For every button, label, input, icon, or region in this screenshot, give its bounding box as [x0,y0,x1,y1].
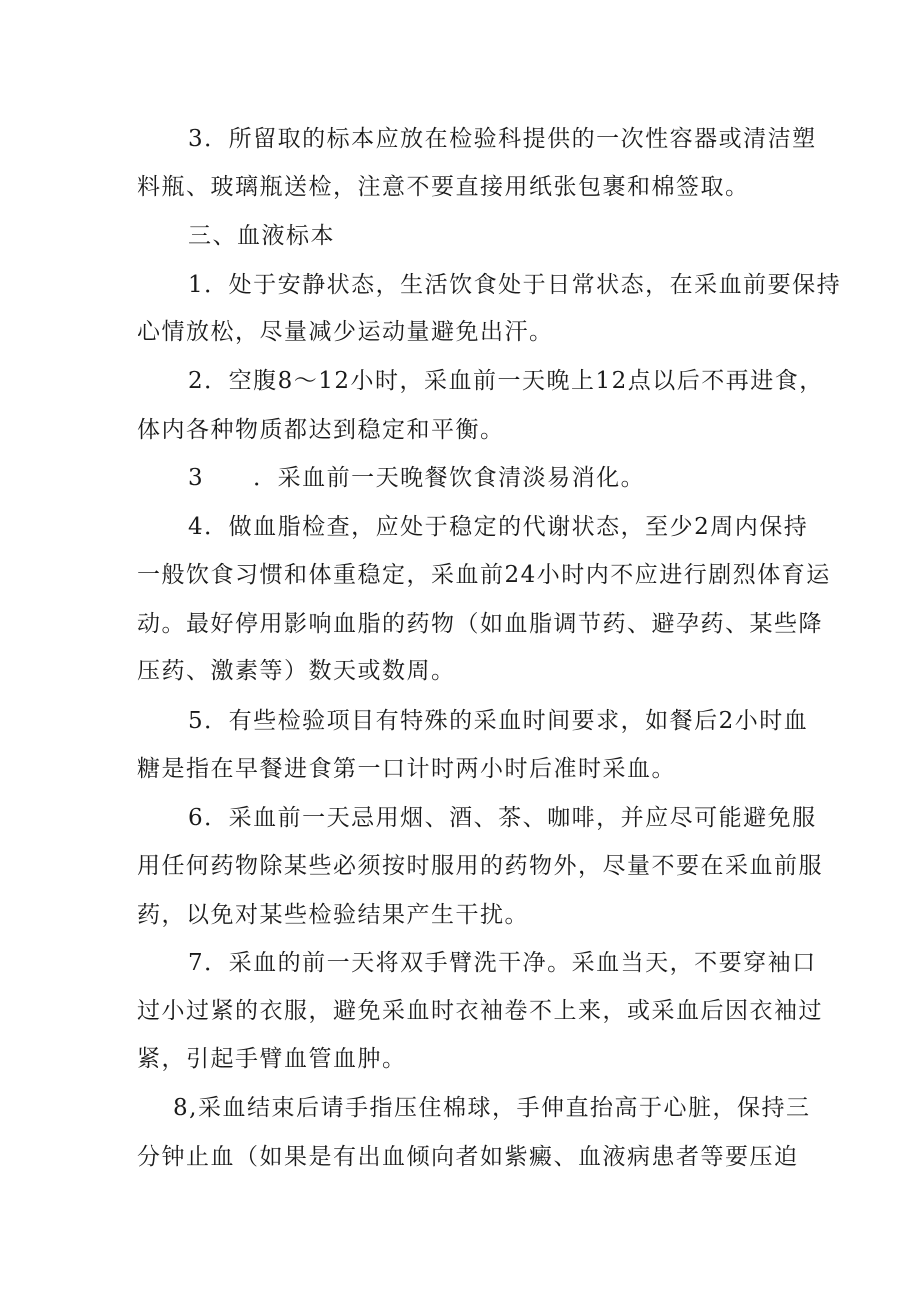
paragraph-line: 糖是指在早餐进食第一口计时两小时后准时采血。 [137,756,676,782]
paragraph-line: 2．空腹8～12小时，采血前一天晚上12点以后不再进食， [188,368,824,394]
paragraph-line: 6．采血前一天忌用烟、酒、茶、咖啡，并应尽可能避免服 [188,805,817,831]
paragraph-line: 药，以免对某些检验结果产生干扰。 [137,902,529,928]
paragraph-line: 压药、激素等）数天或数周。 [137,658,456,684]
paragraph-line: 用任何药物除某些必须按时服用的药物外，尽量不要在采血前服 [137,853,823,879]
paragraph-line: 料瓶、玻璃瓶送检，注意不要直接用纸张包裹和棉签取。 [137,174,750,200]
paragraph-line: 4．做血脂检查，应处于稳定的代谢状态，至少2周内保持 [188,514,809,540]
paragraph-line: 1．处于安静状态，生活饮食处于日常状态，在采血前要保持 [188,272,842,298]
paragraph-line: 心情放松，尽量减少运动量避免出汗。 [137,319,554,345]
paragraph-line: 3．所留取的标本应放在检验科提供的一次性容器或清洁塑 [188,126,817,152]
paragraph-line: 3 ．采血前一天晚餐饮食清淡易消化。 [188,465,646,491]
section-heading: 三、血液标本 [188,223,335,249]
paragraph-line: 5．有些检验项目有特殊的采血时间要求，如餐后2小时血 [188,708,809,734]
paragraph-line: 过小过紧的衣服，避免采血时衣袖卷不上来，或采血后因衣袖过 [137,998,823,1024]
paragraph-line: 动。最好停用影响血脂的药物（如血脂调节药、避孕药、某些降 [137,611,823,637]
paragraph-line: 8,采血结束后请手指压住棉球，手伸直抬高于心脏，保持三 [173,1095,811,1121]
paragraph-line: 体内各种物质都达到稳定和平衡。 [137,417,505,443]
paragraph-line: 紧，引起手臂血管血肿。 [137,1046,407,1072]
paragraph-line: 一般饮食习惯和体重稳定，采血前24小时内不应进行剧烈体育运 [137,562,831,588]
paragraph-line: 7．采血的前一天将双手臂洗干净。采血当天，不要穿袖口 [188,950,817,976]
paragraph-line: 分钟止血（如果是有出血倾向者如紫癜、血液病患者等要压迫 [137,1144,799,1170]
